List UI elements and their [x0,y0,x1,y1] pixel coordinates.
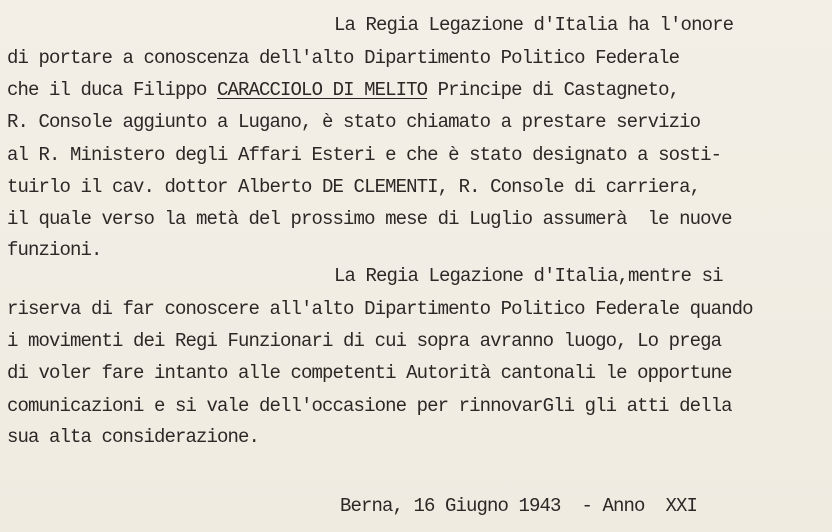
para1-line7: il quale verso la metà del prossimo mese di Luglio assumerà le nuove [7,208,732,230]
para2-line2: riserva di far conoscere all'alto Dipartimento Politico Federale quando [7,298,753,320]
para2-line3: i movimenti dei Regi Funzionari di cui sopra avranno luogo, Lo prega [7,330,722,352]
para2-line5: comunicazioni e si vale dell'occasione per rinnovarGli gli atti della [7,395,732,417]
para1-line3-end: Principe di Castagneto, [427,79,680,101]
para1-line3-start: che il duca Filippo [7,79,218,101]
dateline: Berna, 16 Giugno 1943 - Anno XXI [340,495,698,517]
para1-line2: di portare a conoscenza dell'alto Dipartimento Politico Federale [7,47,680,69]
underlined-name: CARACCIOLO DI MELITO [217,79,428,101]
para1-line6: tuirlo il cav. dottor Alberto DE CLEMENTI, R. Console di carriera, [7,176,701,198]
para1-line3 [7,78,679,102]
para2-line6: sua alta considerazione. [7,426,260,448]
para2-line4: di voler fare intanto alle competenti Autorità cantonali le opportune [7,362,732,384]
para1-line1: La Regia Legazione d'Italia ha l'onore [334,14,734,36]
para1-line4: R. Console aggiunto a Lugano, è stato chiamato a prestare servizio [7,111,701,133]
para2-line1: La Regia Legazione d'Italia,mentre si [334,265,723,287]
para1-line8: funzioni. [7,239,102,261]
para1-line5: al R. Ministero degli Affari Esteri e che è stato designato a sosti- [7,144,722,166]
